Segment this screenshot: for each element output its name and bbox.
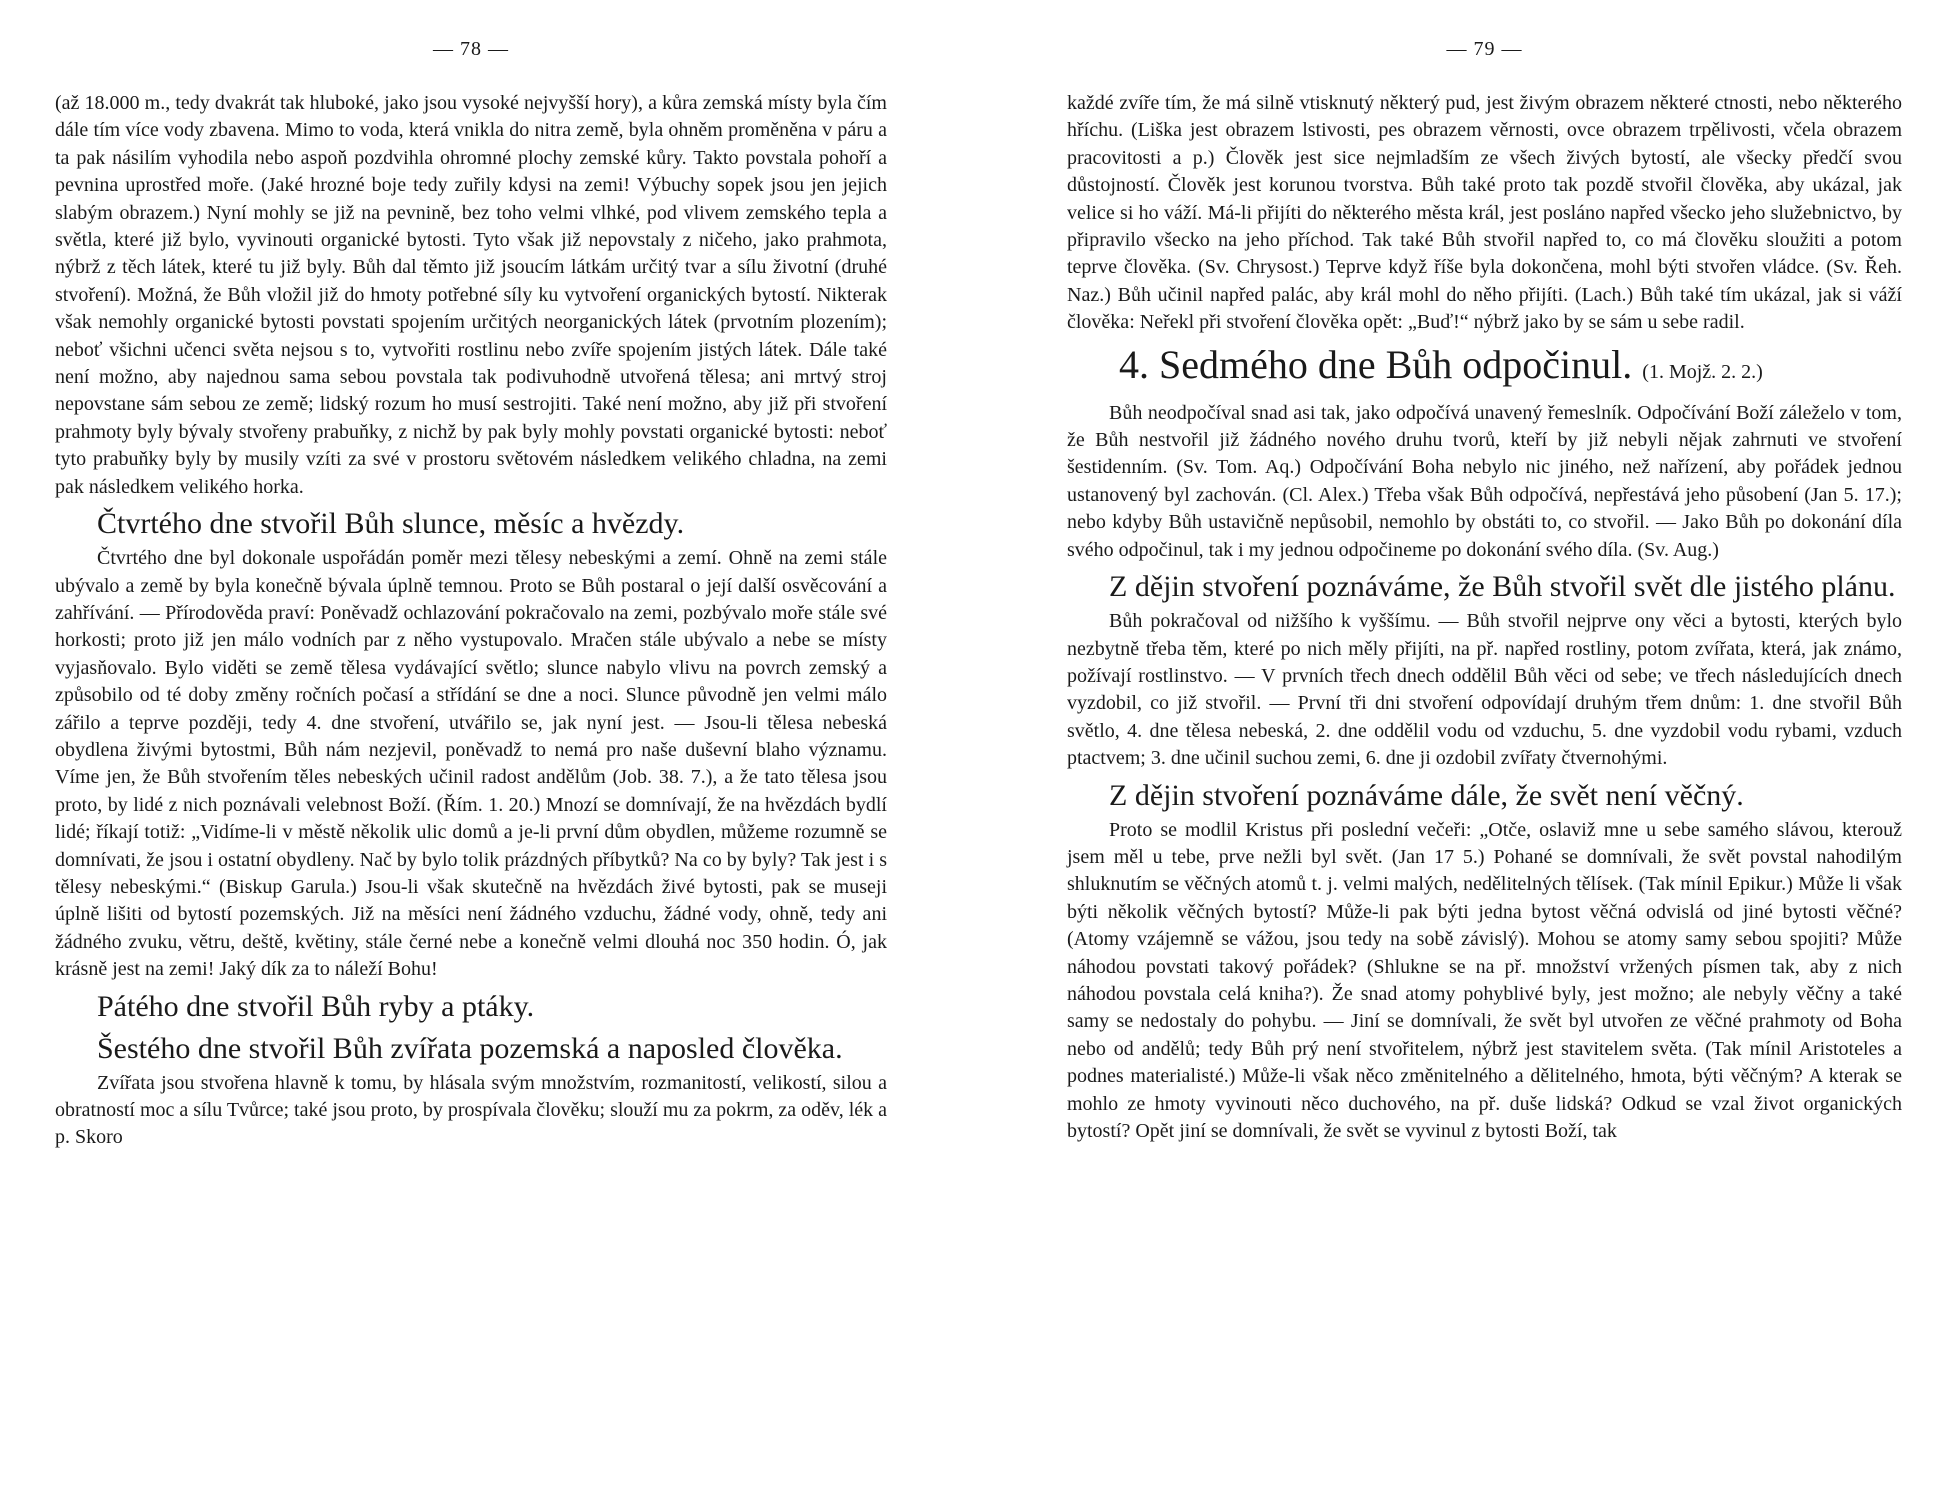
page-body [55, 90, 887, 1152]
paragraph: každé zvíře tím, že má silně vtisknutý některý pud, jest živým obrazem některé ctnosti, nebo některého hříchu. (Liška jest obrazem lstivosti, pes obrazem věrnosti, ovce obrazem trpělivosti, včela obrazem pracovitosti a p.) Člověk jest sice nejmladším ze všech živých bytostí, ale všecky předčí svou důstojností. Člověk jest korunou tvorstva. Bůh také proto tak pozdě stvořil člověka, aby ukázal, jak velice si ho váží. Má-li přijíti do některého města král, jest posláno napřed všecko jeho služebnictvo, by připravilo všecko na jeho příchod. Tak také Bůh stvořil napřed to, co má člověku sloužiti a potom teprve člověka. (Sv. Chrysost.) Teprve když říše byla dokončena, mohl býti stvořen vládce. (Sv. Řeh. Naz.) Bůh učinil napřed palác, aby král mohl do něho přijíti. (Lach.) Bůh také tím ukázal, jak si váží člověka: Neřekl při stvoření člověka opět: „Buď!“ nýbrž jako by se sám u sebe radil. [1067, 92, 1902, 334]
paragraph: Bůh neodpočíval snad asi tak, jako odpočívá unavený řemeslník. Odpočívání Boží záleželo v tom, že Bůh nestvořil již žádného nového druhu tvorů, kteří by již nebyli nějak zahrnuti ve stvoření šestidenním. (Sv. Tom. Aq.) Odpočívání Boha nebylo nic jiného, než nařízení, aby pořádek jednou ustanovený byl zachován. (Cl. Alex.) Třeba však Bůh odpočívá, nepřestává jeho působení (Jan 5. 17.); nebo kdyby Bůh ustavičně nepůsobil, nemohlo by obstáti to, co stvořil. — Jako Bůh po dokonání díla svého odpočinul, tak i my jednou odpočineme po dokonání svého díla. (Sv. Aug.) [1067, 401, 1902, 561]
section-heading-plan: Z dějin stvoření poznáváme, že Bůh stvořil svět dle jistého plánu. [1109, 570, 1896, 604]
chapter-title: 4. Sedmého dne Bůh odpočinul. [1119, 341, 1633, 387]
page-number: — 79 — [1446, 38, 1523, 60]
section-heading-fifth-day: Pátého dne stvořil Bůh ryby a ptáky. [97, 989, 535, 1023]
page-79 [1067, 0, 1902, 1500]
page-number: — 78 — [433, 38, 509, 60]
paragraph: Proto se modlil Kristus při poslední večeři: „Otče, oslaviž mne u sebe samého slávou, kterouž jsem měl u tebe, prve nežli byl svět. (Jan 17 5.) Pohané se domnívali, že svět povstal nahodilým shluknutím se věčných atomů t. j. velmi malých, nedělitelných tělísek. (Tak mínil Epikur.) Může li však býti několik věčných bytostí? Může-li pak býti jedna bytost věčná odvislá od jiné bytosti věčné? (Atomy vzájemně se vážou, jsou tedy na sobě závislý). Mohou se atomy samy sebou spojiti? Může náhodou povstati takový pořádek? (Shlukne se na př. množství vržených písmen tak, aby z nich náhodou povstala celá kniha?). Že snad atomy pohyblivé byly, jest možno; ale nebyly věčny a také samy se nedostaly do pohybu. — Jiní se domnívali, že svět byl utvořen ze věčné prahmoty od Boha nebo od andělů; tedy Bůh prý není stvořitelem, nýbrž jest stavitelem světa. (Tak mínil Aristoteles a podnes materialisté.) Může-li však něco změnitelného a dělitelného, hmota, býti věčným? A kterak se mohlo ze hmoty vyvinouti něco duchového, na př. duše lidská? Odkud se vzal život organických bytostí? Opět jiní se domnívali, že svět se vyvinul z bytosti Boží, tak [1067, 818, 1902, 1142]
paragraph: Bůh pokračoval od nižšího k vyššímu. — Bůh stvořil nejprve ony věci a bytosti, kterých bylo nezbytně třeba těm, které po nich měly přijíti, na př. napřed rostliny, potom zvířata, která, jak známo, požívají rostlinstvo. — V prvních třech dnech oddělil Bůh věci od sebe; ve třech následujících dnech vyzdobil, co již stvořil. — První tři dni stvoření odpovídají druhým třem dnům: 1. dne stvořil Bůh světlo, 4. dne tělesa nebeská, 2. dne oddělil vodu od vzduchu, 5. dne vyzdobil vodu rybami, vzduch ptactvem; 3. dne učinil suchou zemi, 6. dne ji ozdobil zvířaty čtvernohými. [1067, 610, 1902, 770]
section-heading-not-eternal: Z dějin stvoření poznáváme dále, že svět není věčný. [1109, 778, 1744, 812]
page-body [1067, 90, 1902, 1145]
bible-reference: (1. Mojž. 2. 2.) [1642, 360, 1763, 383]
chapter-heading-seventh-day [1067, 341, 1902, 396]
page-78 [55, 0, 887, 1500]
paragraph: Čtvrtého dne byl dokonale uspořádán poměr mezi tělesy nebeskými a zemí. Ohně na zemi stále ubývalo a země by byla konečně bývala úplně temnou. Proto se Bůh postaral o její další osvěcování a zahřívání. — Přírodověda praví: Poněvadž ochlazování pokračovalo na zemi, pozbývalo moře stále své horkosti; proto již jen málo vodních par z něho vystupovalo. Mračen stále ubývalo a nebe se místy vyjasňovalo. Bylo viděti se země tělesa vydávající světlo; slunce nabylo vlivu na povrch zemský a způsobilo od té doby změny ročních počasí a střídání se dne a noci. Slunce původně jen velmi málo zářilo a teprve později, tedy 4. dne stvoření, utvářilo se, jak nyní jest. — Jsou-li tělesa nebeská obydlena živými bytostmi, Bůh nám nezjevil, poněvadž to nemá pro naše duševní blaho významu. Víme jen, že Bůh stvořením těles nebeských učinil radost andělům (Job. 38. 7.), a že tato tělesa jsou proto, by lidé z nich poznávali velebnost Boží. (Řím. 1. 20.) Mnozí se domnívají, že na hvězdách bydlí lidé; říkají totiž: „Vidíme-li v městě několik ulic domů a je-li první dům obydlen, můžeme rozumně se domnívati, že jsou i ostatní obydleny. Nač by bylo tolik prázdných příbytků? Na co by byly? Tak jest i s tělesy nebeskými.“ (Biskup Garula.) Jsou-li však skutečně na hvězdách živé bytosti, pak se museji úplně lišiti od bytostí pozemských. Již na měsíci není žádného vzduchu, žádné vody, ohně, tedy ani žádného zvuku, větru, deště, květiny, stále černé nebe a konečně velmi dlouhá noc 350 hodin. Ó, jak krásně jest na zemi! Jaký dík za to náleží Bohu! [55, 547, 887, 981]
paragraph: Zvířata jsou stvořena hlavně k tomu, by hlásala svým množstvím, rozmanitostí, velikostí, silou a obratností moc a sílu Tvůrce; také jsou proto, by prospívala člověku; slouží mu za pokrm, za oděv, lék a p. Skoro [55, 1071, 888, 1149]
section-heading-sixth-day: Šestého dne stvořil Bůh zvířata pozemská a naposled člověka. [97, 1031, 843, 1065]
section-heading-fourth-day: Čtvrtého dne stvořil Bůh slunce, měsíc a hvězdy. [97, 507, 685, 541]
paragraph: (až 18.000 m., tedy dvakrát tak hluboké, jako jsou vysoké nejvyšší hory), a kůra zemská místy byla čím dále tím více vody zbavena. Mimo to voda, která vnikla do nitra země, byla ohněm proměněna v páru a ta pak násilím vyhodila nebo aspoň pozdvihla ohromné plochy zemské kůry. Takto povstala pohoří a pevnina uprostřed moře. (Jaké hrozné boje tedy zuřily kdysi na zemi! Výbuchy sopek jsou jen jejich slabým obrazem.) Nyní mohly se již na pevnině, bez toho velmi vlhké, pod vlivem zemského tepla a světla, které již bylo, vyvinouti organické bytosti. Tyto však již nepovstaly z ničeho, jako prahmota, nýbrž z těch látek, které tu již byly. Bůh dal těmto již jsoucím látkám určitý tvar a sílu životní (druhé stvoření). Možná, že Bůh vložil již do hmoty potřebné síly ku vytvoření organických bytostí. Nikterak však nemohly organické bytosti povstati spojením určitých neorganických látek (prvotním plozením); neboť všichni učenci světa nejsou s to, vytvořiti rostlinu nebo zvíře spojením jistých látek. Dále také není možno, aby najednou sama sebou povstala tak podivuhodně utvořená tělesa; ani mrtvý stroj nepovstane sám sebou ze země; lidský rozum ho musí sestrojiti. Také není možno, aby již při stvoření prahmoty byly bývaly stvořeny prabuňky, z nichž by pak byly mohly povstati organické bytosti: neboť tyto prabuňky byly by musily vzíti za své v prostoru světovém následkem velikého chladna, na zemi pak následkem velikého horka. [55, 92, 887, 498]
